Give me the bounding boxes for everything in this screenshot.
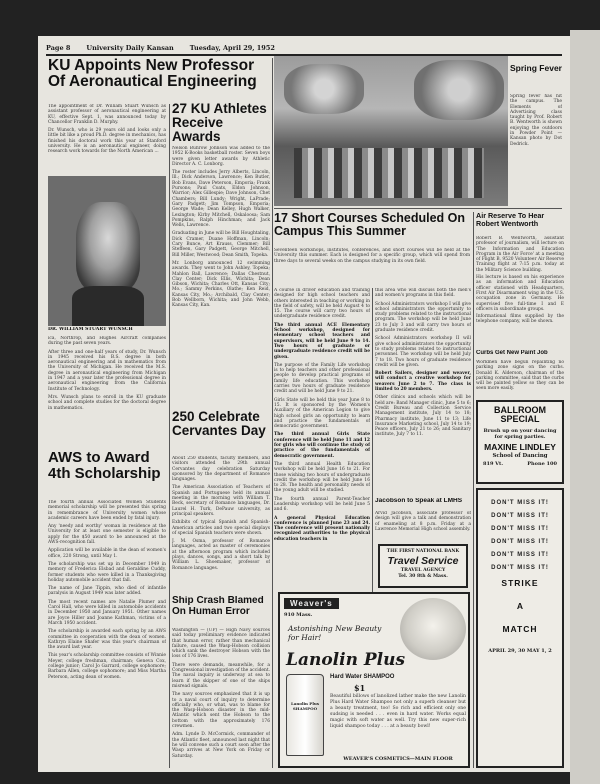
aws-p1: The fourth annual Associated Women Students memorial scholarship will be presented this spring in remembrance of University women whose academic careers have been ended by fatal injury. [48,500,166,521]
weavers-footer: WEAVER'S COSMETICS—MAIN FLOOR [343,756,453,762]
main-headline: KU Appoints New Professor Of Aeronautical Engineering [48,58,257,91]
lanolin-description: Beautiful billows of lanolized lather make the new Lanolin Plus Hard Water Shampoo not only a superb cleanser but a beauty treatment, too! So rich and efficient only one sudsing is needed . . . even in hard water. Works equal magic with soft water as well. Try this new super-rich liquid shampoo today . . . at a beauty bowl! [330,694,466,729]
ship-p2: There were demands, meanwhile, for a Congressional investigation of the accident. The naval inquiry is underway at sea to learn if the skipper of one of the ships misread signals. [172,662,270,689]
ballroom-subtitle: Brush up on your dancing for spring parties. [483,427,557,440]
portrait-caption: DR. WILLIAM STUART WUNSCH [48,327,133,332]
dont-miss-line: DON'T MISS IT! [491,539,549,545]
courses-c4: Robert Sailers, designer and weaver, will conduct a creative workshop for weavers June 2 to 7. The class is limited to 20 members. [375,371,471,393]
column-rule [272,58,273,768]
air-reserve-headline: Air Reserve To Hear Robert Wentworth [476,212,545,228]
aws-p6: The most recent names are Natalie Plumer and Carol Hall, who were killed in automobile accidents in December 1950 and January 1951. Other names are Joyce Hiller and Joanne Kathman, victims of a March 1950 accident. [48,599,166,626]
aws-p5: The name of Jane Tippin, who died of infantile paralysis in August 1949 was later added. [48,586,166,597]
courses-c2: School Administrators workshop I will give school administrators the opportunity to study problems related to the instructional program. The workshop will be held June 23 to July 3 and will carry two hours of graduate residence credit. [375,301,471,334]
newspaper-page [38,36,570,772]
ballroom-school: School of Dancing [492,452,548,459]
courses-p9: A general Physical Education conference is planned June 23 and 24. The conference will present nationally recognized authorities to the physical education teachers in [274,515,370,542]
jacobson-headline: Jacobson to Speak at LMHS [375,498,463,504]
courses-p6: The third annual Girls State conference will be held June 11 and 12 for girls who will continue the study of practice of the fundamentals of democratic government. [274,432,370,459]
athletes-p3: Graduating in June will be Bill Houghtaling, Dick Cramer, Duane Hoffman, Lincoln; Cary Bunce, Art Krauss, Clemmer; Bill Steffeen, Gary Padgett, George Mitchell, Bill Miller, Westwood; Dean Smith, Topeka. [172,231,270,258]
courses-col-a [274,288,370,618]
cervantes-p2: The American Association of Teachers of Spanish and Portuguese held its annual meeting in the morning with William T. Beck, secretary of Romance languages, Dr. Laurel H. Turk, DePauw university, as principal speakers. [172,485,270,517]
courses-p7: The third annual Health Education workshop will be held June 16 to 21. For those wishing two hours of undergraduate credit the workshop will be held June 16 to 28. The health and personality needs of the young adult will be studied. [274,461,370,494]
dont-miss-line: DON'T MISS IT! [491,526,549,532]
courses-c3: School Administrators workshop II will give school administrators the opportunity to study problems related to instructional personnel. The workshop will be held July 7 to 18. Two hours of graduate residence credit will be given. [375,336,471,368]
main-story-p4: After three and one-half years of study, Dr. Wunsch in 1945 received his B.S. degree in both aeronautical engineering and in mathematics from the University of Michigan. He received the M.S. degree in aeronautical engineering from Michigan in 1947 and a year later the professional degree in aeronautical engineering from the California Institute of Technology. [48,349,166,392]
portrait-face [76,202,140,292]
column-rule [473,212,474,768]
bank-travel-ad [378,544,468,588]
shampoo-price: $1 [354,683,366,693]
ship-p3: The navy sources emphasized that it is up to a naval court of inquiry to determine officially who, or what, was to blame for the Wasp-Hobson disaster in the mid-Atlantic which sent the Hobson to the bottom with the approximately 176 crewmen. [172,692,270,730]
lanolin-brand: Lanolin Plus [286,650,406,670]
lanolin-tagline: Astonishing New Beauty for Hair! [288,624,382,642]
courses-headline: 17 Short Courses Scheduled On Campus This Summer [274,212,466,239]
dont-miss-line: DON'T MISS IT! [491,513,549,519]
courses-lead: Seventeen workshops, institutes, conferences, and short courses will be held at the University this summer. Each is designed for a specific group, which will spend from three days to several weeks on the campus studying in its own field. [274,248,470,264]
main-story-p1: The appointment of Dr. William Stuart Wunsch as assistant professor of aeronautical engineering at KU, effective Sept. 1, was announced today by Chancellor Franklin D. Murphy. [48,104,166,125]
cervantes-p4: J. M. Osma, professor of Romance languages, acted as master of ceremonies at the afternoon program which included plays, dances, songs, and a short talk by William L. Shoemaker, professor of Romance languages. [172,539,270,571]
air-reserve-story [476,236,564,348]
courses-c1: this area who will discuss both the men's and women's programs in this field. [375,288,471,299]
courses-p5: Girls State will be held this year June 8 to 15. It is sponsored by the Women's Auxiliary of the American Legion to give high school girls an opportunity to learn and practice the fundamentals of democratic government. [274,397,370,430]
column-rule [169,104,170,768]
next-page-edge [570,30,600,784]
athletes-p2: The roster includes Jerry Alberts, Lincoln, Ill.; Dick Anderson, Lawrence; Ken Butler, Bob Evans, Dave Peterson, Emporia; Frank Pursons; Paul Coats, Eldon Johnson, Warrior; Alex Gillespie; Dave Johnson, Chet Chambers; Bill Lundy; Wright, LaPrade; Gary Padgett; Jim Tompson, Emporia; George Wade; Dean Kelley, Hugh Walker, Lexington; Kirby Mitchell, Oskaloosa; Sam Pompkins, Ralph Hinchman; and Jack Wells, Lawrence. [172,170,270,229]
ballroom-phone: Phone 100 [527,460,557,467]
strike-match-word: MATCH [502,623,538,634]
air-reserve-p1: Robert B. Wentworth, assistant professor of journalism, will lecture on 'The Information and Education Program in the Air Force' at a meeting of Flight B, 9520 Volunteer Air Reserve Training flight at 7:15 p.m. today at the Military Science building. [476,236,564,273]
weavers-address: 910 Mass. [284,612,313,618]
curbs-headline: Curbs Get New Paint Job [476,350,548,356]
ballroom-instructor: MAXINE LINDLEY [484,441,556,452]
aws-p3: Application will be available in the dean of women's office, 220 Strong, until May 1. [48,548,166,559]
air-reserve-p3: Informational films supplied by the telephone company, will be shown. [476,314,564,325]
weavers-logo: Weaver's [284,598,339,609]
cervantes-p3: Exhibits of typical Spanish and Spanish-American articles and two special displays of special Spanish teachers were shown. [172,520,270,536]
aws-p2: Any 'needy and worthy' woman in residence at the University for at least one semester is eligible to apply for the $50 award to be announced at the AWS-recognition fall. [48,524,166,546]
page-number: Page 8 [46,44,71,52]
ship-p4: Adm. Lynde D. McCormick, commander of the Atlantic fleet, announced last night that he will convene such a court soon after the Wasp arrives at New York on Friday or Saturday. [172,732,270,759]
athletes-story [172,146,270,408]
aws-p8: This year's scholarship committee consists of Winnie Meyer, college freshman, chairman; Geneva Cox, college junior; Carol Jo Garrard, college sophomore; Barbara Allen, college sophomore; and Miss Martha Peterson, acting dean of women. [48,653,166,680]
shampoo-label: Hard Water SHAMPOO [330,674,395,680]
issue-date: Tuesday, April 29, 1952 [189,44,275,52]
main-story-p3: ica, Northrop, and Hughes Aircraft companies during the past seven years. [48,336,166,347]
aws-story [48,500,166,768]
masthead-line [46,42,562,56]
dont-miss-list [478,490,562,571]
bank-address: Tel. 30 8th & Mass. [398,574,448,579]
spring-fever-title: Spring Fever [510,64,562,73]
weavers-lanolin-ad [278,592,470,768]
dont-miss-line: DON'T MISS IT! [491,500,549,506]
aws-p7: The scholarship is awarded each spring by an AWS committee in cooperation with the dean of women. Kathryn Elaine Shafer was this year's chairman of the award last year. [48,629,166,651]
travel-service-title: Travel Service [387,555,459,567]
ship-headline: Ship Crash Blamed On Human Error [172,596,264,617]
photo-tree [284,64,364,114]
ballroom-title: BALLROOM SPECIAL [494,405,546,425]
portrait-shoulders [72,286,144,326]
ship-story [172,628,270,768]
ship-p1: Washington — (UP) — High Navy sources said today preliminary evidence indicated that human error, rather than mechanical failure, caused the Wasp-Hobson collision which sank the destroyer Hobson with the loss of 176 lives. [172,628,270,660]
section-rule [274,208,562,209]
athletes-headline: 27 KU Athletes Receive Awards [172,102,267,144]
courses-col-b [375,288,471,496]
strike-a-word: A [516,600,524,611]
cervantes-headline: 250 Celebrate Cervantes Day [172,410,266,439]
jacobson-story: Arvid Jacobson, associate professor of design will give a talk and demonstration of enameling at 8 p.m. Friday at a Lawrence Memorial High school assembly. [375,511,471,532]
courses-p4: The purpose of the Family Life workshop is to help teachers and other professional people to develop practical programs of family life education. This workshop carries two hours of graduate residence credit and will be held June 9 to 21. [274,362,370,395]
travel-agency-label: TRAVEL AGENCY [400,568,446,573]
courses-p8: The fourth annual Parent-Teacher Leadership workshop will be held June 5 and 6. [274,496,370,513]
cervantes-story [172,456,270,592]
bottle-label: Lanolin Plus SHAMPOO [290,701,319,711]
portrait-photo [48,176,166,326]
air-reserve-p2: His lecture is based on his experience as an information and Education officer stationed with Headquarters, First Air Disarmament wing in the U.S. occupation zone in Germany. He supervised five full-time I and E officers in subordinate groups. [476,275,564,312]
shampoo-bottle [286,674,324,756]
aws-p4: The scholarship was set up in December 1949 in memory of Frederica Elsbad and Geraldine Cuddy, former students who were killed in a Thanksgiving holiday automobile accident that fall. [48,561,166,583]
bank-name: THE FIRST NATIONAL BANK [386,549,460,554]
strike-word: STRIKE [501,578,539,588]
courses-p2: A course in driver education and training designed for high school teachers and others interested in teaching or working in the field of safety, will be held August 4 to 15. The course will carry two hours of undergraduate residence credit. [274,288,370,320]
column-rule [372,288,373,618]
main-story-p2: Dr. Wunsch, who is 29 years old and looks only a little bit like a proud Ph.D. degree in mechanics, has finished his doctoral work this year at Stanford university. He is an aeronautical engineer, doing research work towards for the North American ... [48,128,166,155]
spring-fever-photo [274,56,508,206]
main-story-p5: Mrs. Wunsch plans to enroll in the KU graduate school and complete studies for the doctoral degree in mathematics. [48,394,166,411]
dont-miss-line: DON'T MISS IT! [491,552,549,558]
main-story-lead-block [48,104,166,176]
paper-name: University Daily Kansan [86,44,174,52]
photo-tree [414,60,504,120]
athletes-p1: Nelson Buhrow Johnson was added to the 1952 K-Books basketball roster. Seven boys were given letter awards by Athletic Director A. C. Lonborg. [172,146,270,167]
ballroom-special-ad [476,400,564,484]
athletes-p4: Mr. Lonborg announced 12 swimming awards. They went to John Ashley, Topeka; Mahlon Ball, Lawrence; Dallas Chestnut, Clay Center; Dick Ellis, Wichita; Dean Gibson, Wichita; Charles Ott, Kansas City; Mo.; Sammy Perkins, Olathe; Ken Reid, Kansas City, Mo.; Archibald, Clay Center; Bob Wellborn, Wichita; and John Webb, Kansas City, Kan. [172,260,270,309]
ballroom-address: 819 Vt. [483,460,504,467]
dont-miss-line: DON'T MISS IT! [491,565,549,571]
spring-fever-caption: Spring fever has hit the campus. The Elements of Advertising class taught by Prof. Robert B. Wentworth is shown enjoying the outdoors in Powder Point — Kansan photo by Dot Dedrick. [510,94,562,147]
courses-p3: The third annual ACE Elementary School workshop, designed for elementary school teachers and supervisors, will be held June 9 to 14. Two hours of graduate or undergraduate residence credit will be given. [274,322,370,360]
main-story-continued [48,336,166,448]
aws-headline: AWS to Award 4th Scholarship [48,450,161,482]
curbs-story: Workmen have begun repainting no parking zone signs on the curbs. Donald K. Alderson, chairman of the parking committee, said that the curbs will be painted yellow so they can be seen more easily. [476,360,564,392]
ballroom-contact-row [478,459,562,467]
strike-a-match-ad [476,488,564,768]
cervantes-p1: About 250 students, faculty members, and visitors attended the 29th annual Cervantes day celebration Saturday sponsored by the department of Romance languages. [172,456,270,483]
courses-c5: Other clinics and schools which will be held are: Band Manager clinic, June 5 to 6; Credit Bureau and Collection Service Management institute, July 14 to 18; Pharmacy institute, June 11 to 13; Life Insurance Marketing school, July 14 to 19; Peace officers, July 21 to 26; and Sanitary institute, July 7 to 11. [375,395,471,438]
strike-dates: APRIL 29, 30 MAY 1, 2 [488,647,552,654]
photo-students [294,148,484,198]
